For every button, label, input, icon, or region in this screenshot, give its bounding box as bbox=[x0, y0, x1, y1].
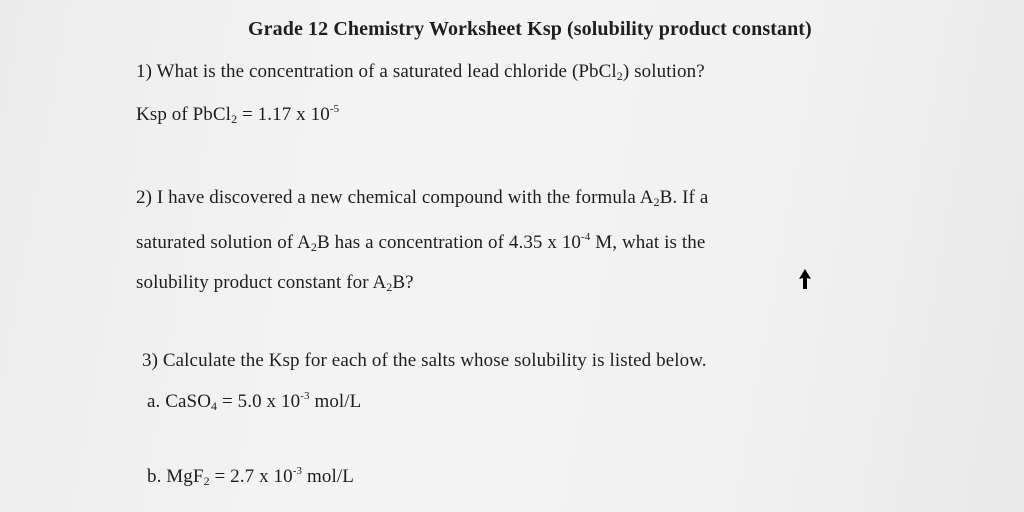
item-b-value: = 2.7 x 10 bbox=[209, 466, 293, 487]
subscript: 2 bbox=[231, 112, 238, 126]
question-3-intro: 3) Calculate the Ksp for each of the salts whose solubility is listed below. bbox=[142, 350, 707, 371]
item-a-value: = 5.0 x 10 bbox=[217, 391, 301, 412]
question-1-text bbox=[136, 61, 705, 84]
question-1-ksp bbox=[136, 103, 339, 127]
subscript: 2 bbox=[310, 240, 317, 254]
subscript: 2 bbox=[653, 195, 660, 209]
subscript: 2 bbox=[203, 474, 210, 488]
ksp-label: Ksp of PbCl bbox=[136, 104, 232, 125]
question-1-text-part: ) solution? bbox=[622, 61, 705, 82]
exponent: -3 bbox=[292, 465, 303, 477]
question-1-text-part: 1) What is the concentration of a saturated lead chloride (PbCl bbox=[136, 61, 617, 82]
question-2-text-part: B has a concentration of 4.35 x 10 bbox=[316, 232, 582, 253]
subscript: 2 bbox=[386, 280, 393, 294]
question-2-text-part: B. If a bbox=[659, 187, 709, 208]
question-2-text-part: M, what is the bbox=[590, 232, 706, 253]
question-3-item-a bbox=[147, 390, 361, 414]
question-2-line-3 bbox=[136, 272, 414, 295]
exponent: -3 bbox=[300, 390, 310, 402]
subscript: 4 bbox=[211, 399, 218, 413]
question-2-text-part: B? bbox=[392, 272, 414, 293]
question-2-text-part: 2) I have discovered a new chemical compound with the formula A bbox=[136, 187, 654, 208]
question-2-line-2 bbox=[136, 231, 705, 255]
item-a-unit: mol/L bbox=[309, 391, 362, 412]
question-2-line-1 bbox=[136, 187, 708, 210]
question-2-text-part: solubility product constant for A bbox=[136, 272, 387, 293]
exponent: -4 bbox=[581, 231, 591, 243]
item-b-unit: mol/L bbox=[302, 466, 354, 487]
question-3-item-b bbox=[147, 465, 354, 489]
exponent: -5 bbox=[329, 103, 340, 115]
ksp-value: = 1.17 x 10 bbox=[237, 104, 330, 125]
item-a-formula: a. CaSO bbox=[147, 391, 212, 412]
question-2-text-part: saturated solution of A bbox=[136, 232, 311, 253]
arrow-cursor-icon bbox=[798, 268, 812, 290]
subscript: 2 bbox=[616, 69, 623, 83]
item-b-formula: b. MgF bbox=[147, 466, 204, 487]
worksheet-title: Grade 12 Chemistry Worksheet Ksp (solubility product constant) bbox=[248, 18, 812, 40]
